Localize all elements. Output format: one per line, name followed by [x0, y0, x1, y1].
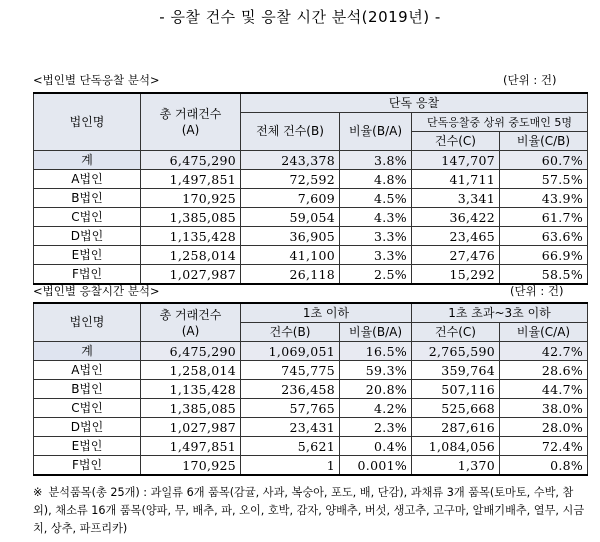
- cell-a: 1,027,987: [141, 418, 241, 437]
- table-row: [34, 265, 588, 285]
- cell-cb: 66.9%: [500, 246, 588, 265]
- cell-a: 1,497,851: [141, 437, 241, 456]
- cell-c: 507,116: [412, 380, 500, 399]
- cell-ba: 2.3%: [340, 418, 412, 437]
- cell-b: 36,905: [241, 227, 340, 246]
- cell-ba: 2.5%: [340, 265, 412, 285]
- header-top5: 단독응찰중 상위 중도매인 5명: [412, 113, 588, 132]
- cell-cb: 60.7%: [500, 151, 588, 170]
- corp-name-cell: D법인: [34, 418, 141, 437]
- cell-ba: 3.3%: [340, 246, 412, 265]
- cell-c: 15,292: [412, 265, 500, 285]
- header-name: 법인명: [34, 93, 141, 151]
- cell-ca: 72.4%: [500, 437, 588, 456]
- cell-b: 26,118: [241, 265, 340, 285]
- cell-cb: 58.5%: [500, 265, 588, 285]
- table-row: [34, 399, 588, 418]
- corp-name-cell: B법인: [34, 380, 141, 399]
- cell-c: 27,476: [412, 246, 500, 265]
- corp-name-cell: E법인: [34, 246, 141, 265]
- header-total: 총 거래건수 (A): [141, 93, 241, 151]
- table-row: [34, 208, 588, 227]
- cell-b: 243,378: [241, 151, 340, 170]
- corp-name-cell: F법인: [34, 265, 141, 285]
- cell-c: 525,668: [412, 399, 500, 418]
- cell-ca: 44.7%: [500, 380, 588, 399]
- cell-cb: 63.6%: [500, 227, 588, 246]
- cell-cb: 43.9%: [500, 189, 588, 208]
- cell-a: 6,475,290: [141, 151, 241, 170]
- header-1s-to-3s: 1초 초과~3초 이하: [412, 303, 588, 323]
- cell-a: 170,925: [141, 456, 241, 476]
- header-ratio-ba: 비율(B/A): [340, 323, 412, 342]
- cell-c: 147,707: [412, 151, 500, 170]
- cell-ba: 20.8%: [340, 380, 412, 399]
- cell-b: 41,100: [241, 246, 340, 265]
- corp-name-cell: F법인: [34, 456, 141, 476]
- corp-name-cell: A법인: [34, 170, 141, 189]
- header-within-1s: 1초 이하: [241, 303, 412, 323]
- header-ratio-cb: 비율(C/B): [500, 132, 588, 151]
- header-single-bid: 단독 응찰: [241, 93, 588, 113]
- cell-c: 23,465: [412, 227, 500, 246]
- cell-b: 59,054: [241, 208, 340, 227]
- bid-time-table: [33, 302, 588, 476]
- page-title: - 응찰 건수 및 응찰 시간 분석(2019년) -: [159, 8, 441, 26]
- table-row: [34, 189, 588, 208]
- footnote-text: 분석품목(총 25개) : 과일류 6개 품목(감귤, 사과, 복숭아, 포도, 배, 단감), 과채류 3개 품목(토마토, 수박, 참외), 채소류 16개 품목(양파, 무, 배추, 파, 오이, 호박, 감자, 양배추, 버섯, 생고추, 고구마, 알배기배추, 열무, 시금치, 상추, 파프리카): [33, 486, 585, 535]
- cell-b: 72,592: [241, 170, 340, 189]
- cell-c: 1,370: [412, 456, 500, 476]
- header-name: 법인명: [34, 303, 141, 342]
- cell-c: 3,341: [412, 189, 500, 208]
- cell-a: 1,385,085: [141, 208, 241, 227]
- cell-b: 23,431: [241, 418, 340, 437]
- cell-b: 236,458: [241, 380, 340, 399]
- cell-b: 745,775: [241, 361, 340, 380]
- corp-name-cell: C법인: [34, 399, 141, 418]
- cell-ba: 3.8%: [340, 151, 412, 170]
- table-row: [34, 456, 588, 476]
- cell-c: 36,422: [412, 208, 500, 227]
- section1-unit: (단위 : 건): [503, 73, 557, 87]
- cell-c: 287,616: [412, 418, 500, 437]
- corp-name-cell: E법인: [34, 437, 141, 456]
- cell-ba: 4.2%: [340, 399, 412, 418]
- cell-ba: 0.001%: [340, 456, 412, 476]
- table-row: [34, 418, 588, 437]
- corp-name-cell: A법인: [34, 361, 141, 380]
- cell-c: 41,711: [412, 170, 500, 189]
- header-count-c: 건수(C): [412, 132, 500, 151]
- table-row: [34, 227, 588, 246]
- cell-a: 6,475,290: [141, 342, 241, 361]
- footnote: [33, 484, 587, 538]
- corp-name-cell: 계: [34, 342, 141, 361]
- section2-unit: (단위 : 건): [510, 284, 564, 298]
- cell-a: 1,258,014: [141, 246, 241, 265]
- footnote-mark: ※: [33, 486, 43, 499]
- cell-ba: 16.5%: [340, 342, 412, 361]
- table-row: [34, 342, 588, 361]
- cell-ca: 28.6%: [500, 361, 588, 380]
- cell-b: 1,069,051: [241, 342, 340, 361]
- cell-ca: 42.7%: [500, 342, 588, 361]
- table-row: [34, 437, 588, 456]
- cell-cb: 61.7%: [500, 208, 588, 227]
- cell-ba: 4.8%: [340, 170, 412, 189]
- cell-cb: 57.5%: [500, 170, 588, 189]
- table-row: [34, 380, 588, 399]
- table-row: [34, 151, 588, 170]
- section2-label: <법인별 응찰시간 분석>: [33, 284, 160, 298]
- cell-a: 1,027,987: [141, 265, 241, 285]
- cell-c: 1,084,056: [412, 437, 500, 456]
- header-all-count: 전체 건수(B): [241, 113, 340, 151]
- corp-name-cell: C법인: [34, 208, 141, 227]
- cell-b: 1: [241, 456, 340, 476]
- header-ratio-ba: 비율(B/A): [340, 113, 412, 151]
- cell-ba: 0.4%: [340, 437, 412, 456]
- cell-ba: 59.3%: [340, 361, 412, 380]
- cell-a: 1,497,851: [141, 170, 241, 189]
- cell-a: 170,925: [141, 189, 241, 208]
- cell-ba: 4.5%: [340, 189, 412, 208]
- cell-ba: 4.3%: [340, 208, 412, 227]
- cell-c: 359,764: [412, 361, 500, 380]
- cell-a: 1,135,428: [141, 380, 241, 399]
- table-row: [34, 170, 588, 189]
- cell-b: 57,765: [241, 399, 340, 418]
- corp-name-cell: D법인: [34, 227, 141, 246]
- table-row: [34, 246, 588, 265]
- corp-name-cell: 계: [34, 151, 141, 170]
- cell-a: 1,258,014: [141, 361, 241, 380]
- cell-a: 1,385,085: [141, 399, 241, 418]
- table-row: [34, 361, 588, 380]
- cell-ba: 3.3%: [340, 227, 412, 246]
- cell-ca: 0.8%: [500, 456, 588, 476]
- header-count-c: 건수(C): [412, 323, 500, 342]
- section1-label: <법인별 단독응찰 분석>: [33, 73, 160, 87]
- cell-a: 1,135,428: [141, 227, 241, 246]
- single-bid-table: [33, 92, 588, 285]
- cell-b: 5,621: [241, 437, 340, 456]
- header-ratio-ca: 비율(C/A): [500, 323, 588, 342]
- header-count-b: 건수(B): [241, 323, 340, 342]
- cell-c: 2,765,590: [412, 342, 500, 361]
- corp-name-cell: B법인: [34, 189, 141, 208]
- cell-ca: 38.0%: [500, 399, 588, 418]
- header-total: 총 거래건수 (A): [141, 303, 241, 342]
- cell-b: 7,609: [241, 189, 340, 208]
- cell-ca: 28.0%: [500, 418, 588, 437]
